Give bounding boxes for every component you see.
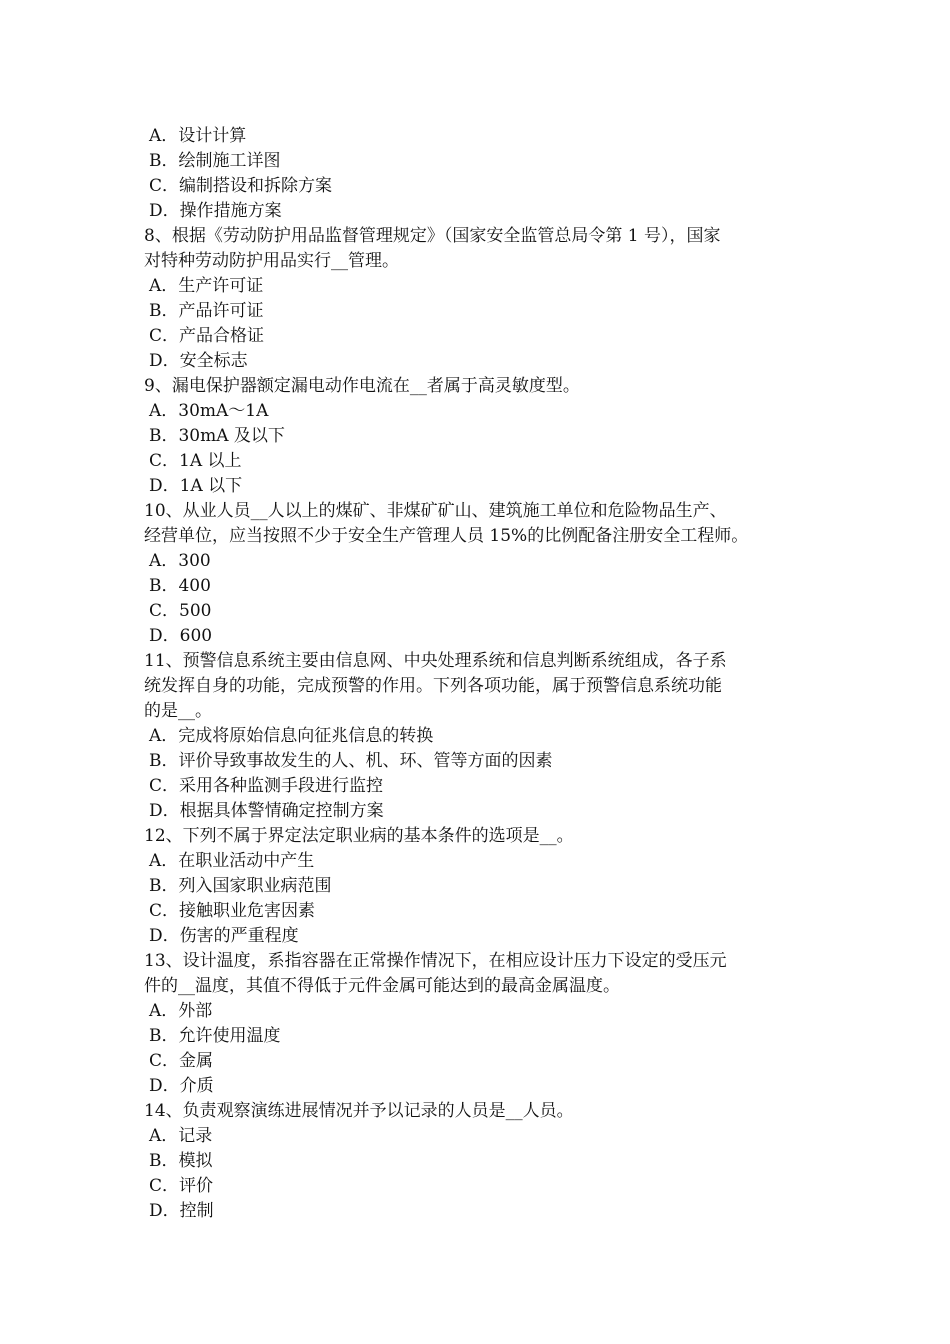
option-10b: B．400 <box>149 576 211 596</box>
option-7d: D．操作措施方案 <box>149 201 282 221</box>
question-11-line-3: 的是__。 <box>144 701 212 721</box>
option-8d: D．安全标志 <box>149 351 248 371</box>
option-10c: C．500 <box>149 601 212 621</box>
option-14c: C．评价 <box>149 1176 214 1196</box>
option-13d: D．介质 <box>149 1076 214 1096</box>
option-13c: C．金属 <box>149 1051 214 1071</box>
option-11c: C．采用各种监测手段进行监控 <box>149 776 384 796</box>
option-12c: C．接触职业危害因素 <box>149 901 316 921</box>
question-12-line-1: 12、下列不属于界定法定职业病的基本条件的选项是__。 <box>144 826 574 846</box>
option-13a: A．外部 <box>149 1001 213 1021</box>
question-10-line-1: 10、从业人员__人以上的煤矿、非煤矿矿山、建筑施工单位和危险物品生产、 <box>144 501 727 521</box>
option-8b: B．产品许可证 <box>149 301 264 321</box>
question-10-line-2: 经营单位，应当按照不少于安全生产管理人员 15%的比例配备注册安全工程师。 <box>144 526 749 546</box>
question-11-line-2: 统发挥自身的功能，完成预警的作用。下列各项功能，属于预警信息系统功能 <box>144 676 722 696</box>
question-9-line-1: 9、漏电保护器额定漏电动作电流在__者属于高灵敏度型。 <box>144 376 580 396</box>
option-9c: C．1A 以上 <box>149 451 242 471</box>
option-7c: C．编制搭设和拆除方案 <box>149 176 333 196</box>
option-8c: C．产品合格证 <box>149 326 265 346</box>
option-12b: B．列入国家职业病范围 <box>149 876 332 896</box>
option-14d: D．控制 <box>149 1201 214 1221</box>
question-8-line-1: 8、根据《劳动防护用品监督管理规定》（国家安全监管总局令第 1 号），国家 <box>144 226 721 246</box>
option-11a: A．完成将原始信息向征兆信息的转换 <box>149 726 434 746</box>
option-9d: D．1A 以下 <box>149 476 243 496</box>
option-13b: B．允许使用温度 <box>149 1026 281 1046</box>
option-11d: D．根据具体警情确定控制方案 <box>149 801 384 821</box>
option-12a: A．在职业活动中产生 <box>149 851 315 871</box>
question-13-line-2: 件的__温度，其值不得低于元件金属可能达到的最高金属温度。 <box>144 976 620 996</box>
option-10a: A．300 <box>149 551 211 571</box>
question-8-line-2: 对特种劳动防护用品实行__管理。 <box>144 251 399 271</box>
option-8a: A．生产许可证 <box>149 276 264 296</box>
option-11b: B．评价导致事故发生的人、机、环、管等方面的因素 <box>149 751 553 771</box>
option-10d: D．600 <box>149 626 213 646</box>
option-7b: B．绘制施工详图 <box>149 151 281 171</box>
option-7a: A．设计计算 <box>149 126 247 146</box>
option-14b: B．模拟 <box>149 1151 213 1171</box>
document-body <box>144 124 810 1224</box>
option-12d: D．伤害的严重程度 <box>149 926 299 946</box>
question-13-line-1: 13、设计温度，系指容器在正常操作情况下，在相应设计压力下设定的受压元 <box>144 951 727 971</box>
option-14a: A．记录 <box>149 1126 213 1146</box>
option-9a: A．30mA～1A <box>149 401 269 421</box>
question-14-line-1: 14、负责观察演练进展情况并予以记录的人员是__人员。 <box>144 1101 574 1121</box>
question-11-line-1: 11、预警信息系统主要由信息网、中央处理系统和信息判断系统组成，各子系 <box>144 651 727 671</box>
option-9b: B．30mA 及以下 <box>149 426 285 446</box>
